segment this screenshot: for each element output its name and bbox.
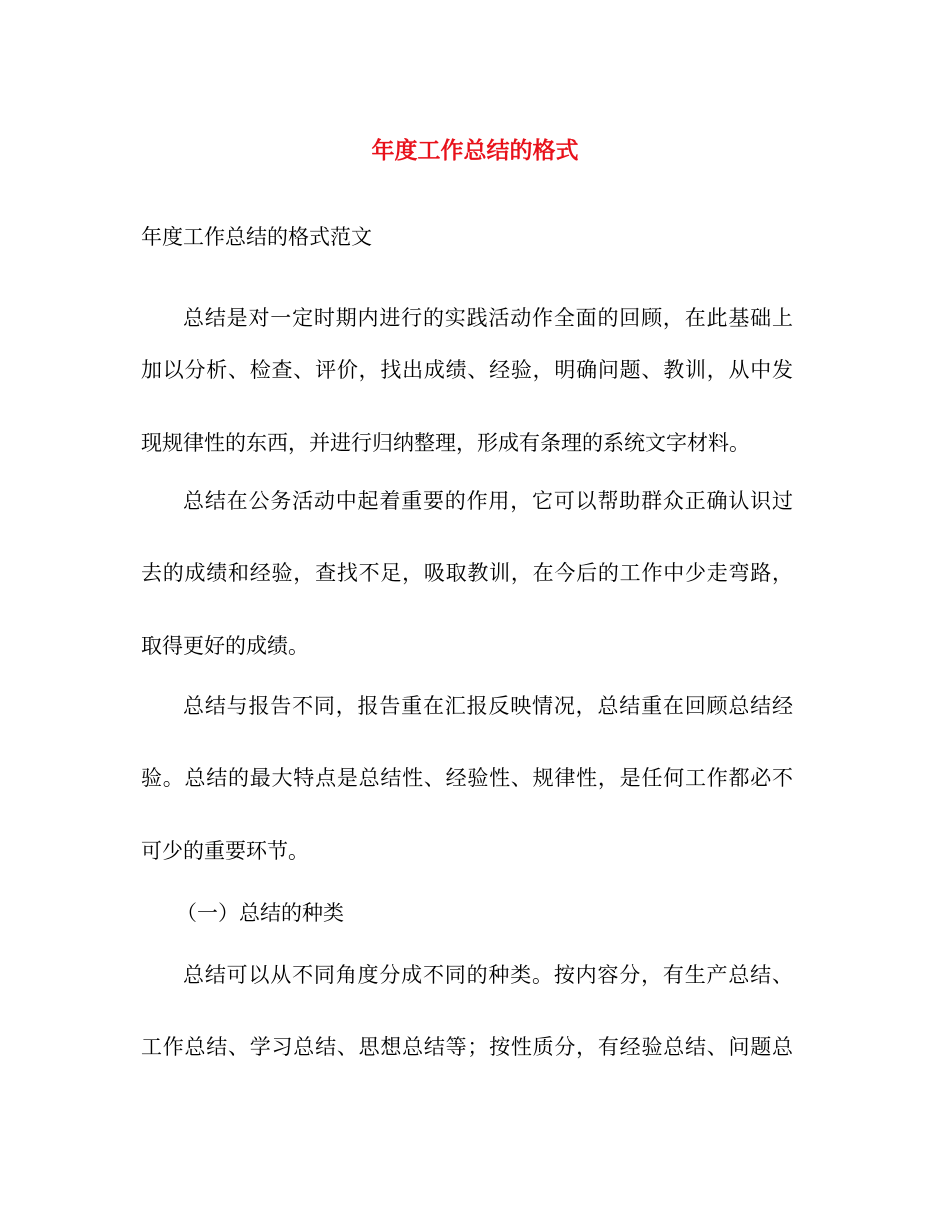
paragraph-line: 取得更好的成绩。: [141, 634, 309, 658]
paragraph-line: 去的成绩和经验，查找不足，吸取教训，在今后的工作中少走弯路，: [141, 561, 793, 585]
paragraph-line: 总结与报告不同，报告重在汇报反映情况，总结重在回顾总结经: [183, 694, 793, 718]
document-subtitle: 年度工作总结的格式范文: [141, 225, 372, 249]
paragraph-line: 总结可以从不同角度分成不同的种类。按内容分，有生产总结、: [183, 963, 793, 987]
section-heading: （一）总结的种类: [176, 901, 344, 925]
paragraph-line: 验。总结的最大特点是总结性、经验性、规律性，是任何工作都必不: [141, 766, 793, 790]
paragraph-line: 总结在公务活动中起着重要的作用，它可以帮助群众正确认识过: [183, 489, 793, 513]
document-title: 年度工作总结的格式: [371, 137, 579, 164]
paragraph-line: 工作总结、学习总结、思想总结等；按性质分，有经验总结、问题总: [141, 1035, 793, 1059]
paragraph-line: 可少的重要环节。: [141, 839, 309, 863]
paragraph-line: 加以分析、检查、评价，找出成绩、经验，明确问题、教训，从中发: [141, 358, 793, 382]
paragraph-line: 现规律性的东西，并进行归纳整理，形成有条理的系统文字材料。: [141, 431, 750, 455]
paragraph-line: 总结是对一定时期内进行的实践活动作全面的回顾，在此基础上: [183, 306, 793, 330]
